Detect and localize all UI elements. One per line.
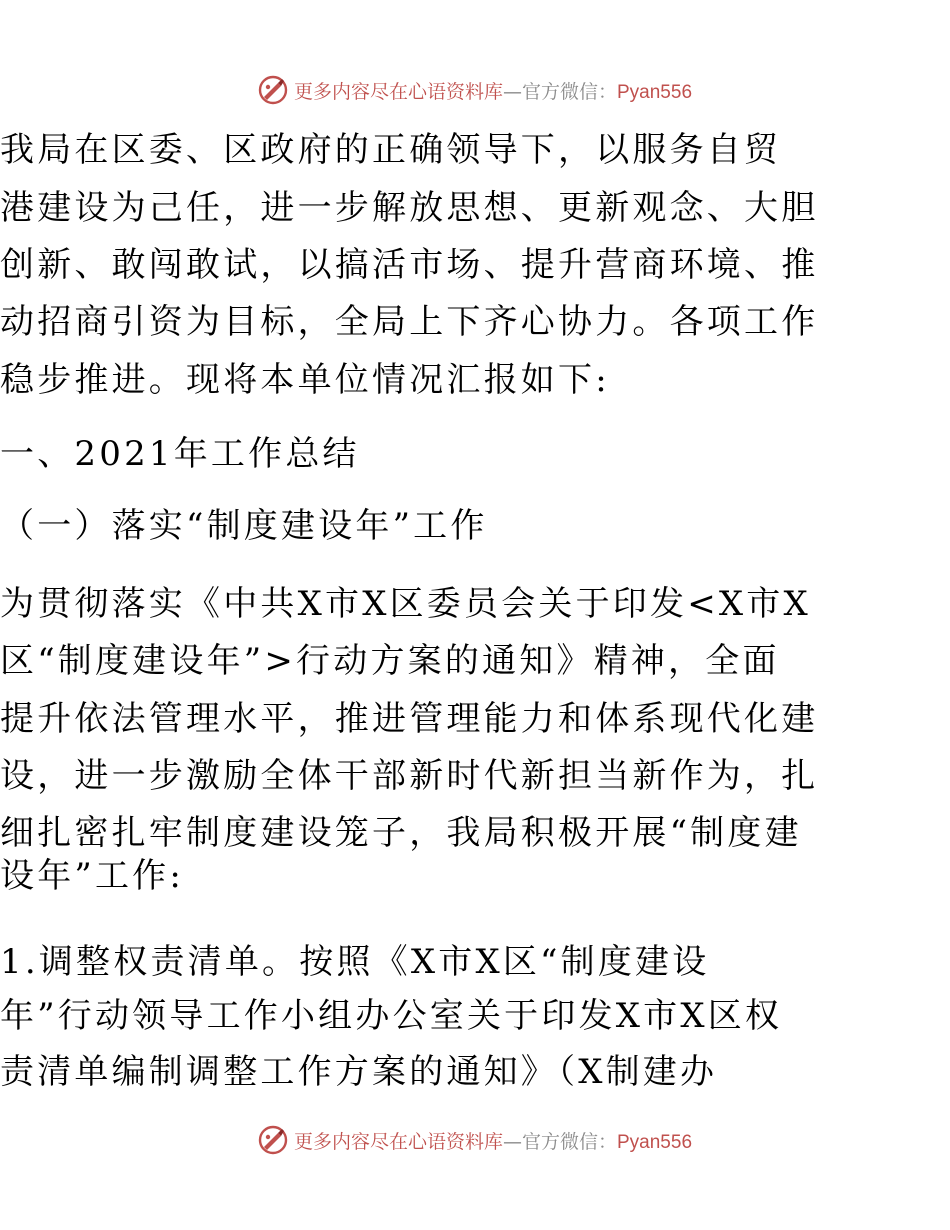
text-line: 动招商引资为目标，全局上下齐心协力。各项工作: [0, 302, 819, 342]
text-line: 年”行动领导工作小组办公室关于印发X市X区权: [0, 996, 783, 1036]
watermark-text: [294, 1127, 692, 1154]
text-line: 港建设为己任，进一步解放思想、更新观念、大胆: [0, 188, 819, 228]
text-line: 为贯彻落实《中共X市X区委员会关于印发<X市X: [0, 584, 811, 624]
watermark-id: Pyan556: [617, 81, 693, 103]
watermark-main: 更多内容尽在心语资料库: [293, 80, 503, 103]
text-line: 1.调整权责清单。按照《X市X区“制度建设: [0, 942, 710, 982]
text-line: 设，进一步激励全体干部新时代新担当新作为，扎: [0, 756, 819, 796]
watermark-footer: [0, 1122, 950, 1158]
text-line: 稳步推进。现将本单位情况汇报如下:: [0, 360, 610, 400]
watermark-label: 官方微信：: [521, 1130, 617, 1153]
text-line: 区“制度建设年”>行动方案的通知》精神，全面: [0, 641, 780, 681]
watermark-label: 官方微信：: [521, 80, 617, 103]
text-line: 创新、敢闯敢试，以搞活市场、提升营商环境、推: [0, 245, 819, 285]
text-line: 我局在区委、区政府的正确领导下，以服务自贸: [0, 130, 782, 170]
logo-icon: [258, 1125, 288, 1155]
text-line: 责清单编制调整工作方案的通知》（X制建办: [0, 1052, 718, 1092]
watermark-dash: —: [502, 1130, 522, 1153]
text-line: 设年”工作:: [0, 856, 185, 896]
subsection-heading: （一）落实“制度建设年”工作: [0, 506, 488, 546]
section-heading: 一、2021年工作总结: [0, 434, 360, 474]
text-line: 提升依法管理水平，推进管理能力和体系现代化建: [0, 699, 819, 739]
text-line: 细扎密扎牢制度建设笼子，我局积极开展“制度建: [0, 813, 802, 853]
watermark-dash: —: [502, 80, 522, 103]
watermark-id: Pyan556: [617, 1131, 693, 1153]
watermark-main: 更多内容尽在心语资料库: [293, 1130, 503, 1153]
